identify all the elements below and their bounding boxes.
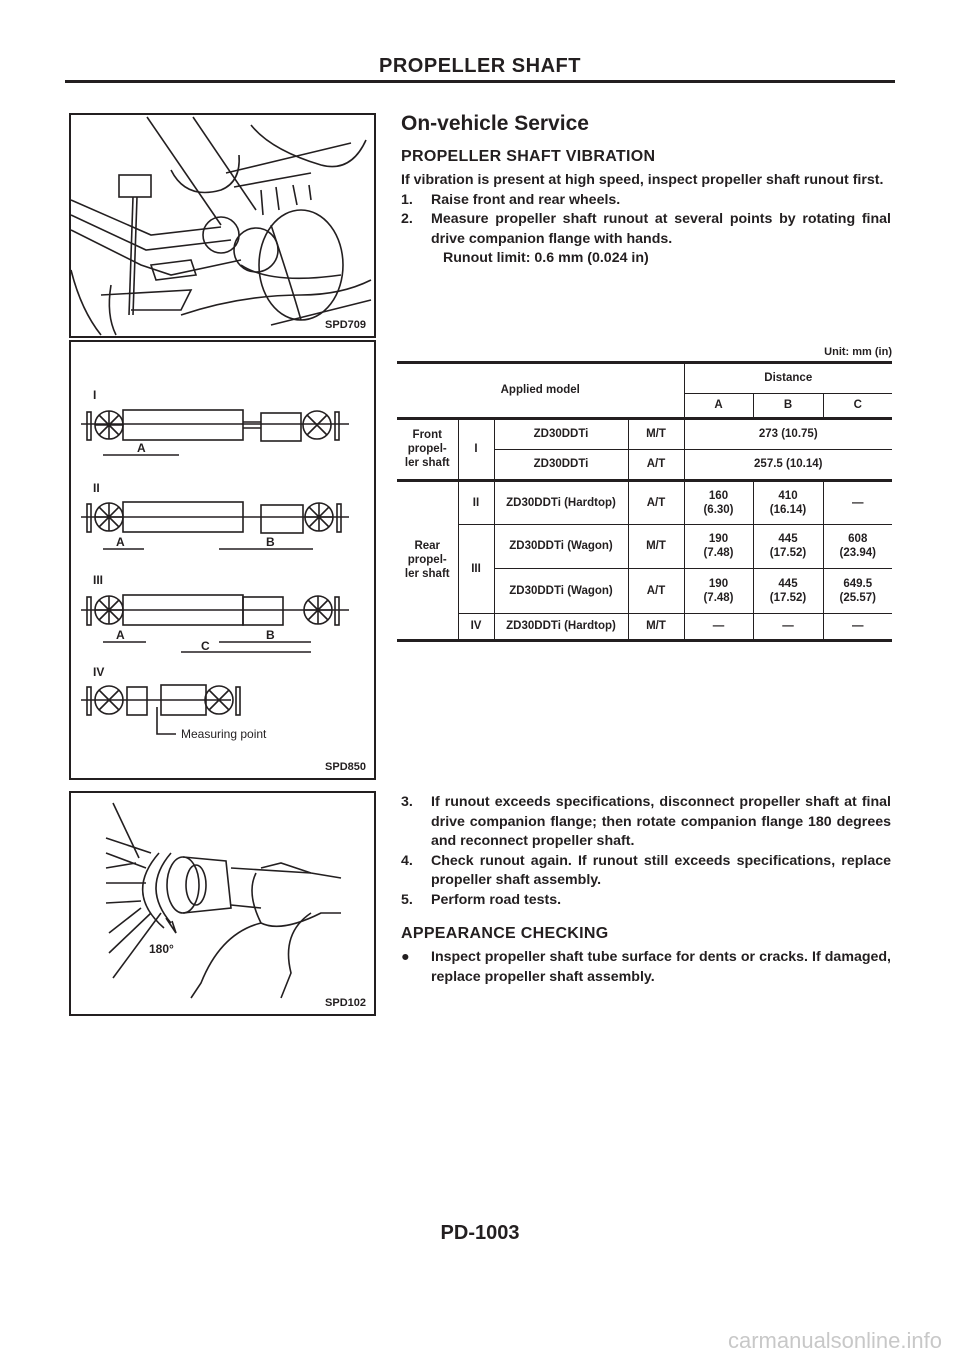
step-2: 2. Measure propeller shaft runout at several points by rotating final drive companion flange with hands.: [401, 211, 891, 247]
table-row: [397, 524, 892, 568]
intro-text: If vibration is present at high speed, inspect propeller shaft runout first.: [401, 172, 884, 188]
distance-c-cell: 649.5 (25.57): [823, 568, 892, 613]
front-shaft-label: Front propel- ler shaft: [397, 418, 458, 480]
distance-a-cell: 190 (7.48): [684, 524, 753, 568]
step-1: 1. Raise front and rear wheels.: [401, 191, 621, 208]
svg-text:C: C: [201, 639, 210, 653]
model-cell: ZD30DDTi (Wagon): [494, 568, 628, 613]
header-a: A: [684, 393, 753, 418]
header-b: B: [753, 393, 823, 418]
page-header-title: PROPELLER SHAFT: [379, 55, 581, 77]
figure-rotate-flange: [69, 791, 376, 1016]
subsection-title-appearance: APPEARANCE CHECKING: [401, 925, 609, 942]
svg-text:B: B: [266, 535, 275, 549]
distance-a-cell: —: [684, 613, 753, 640]
runout-limit-spec: Runout limit: 0.6 mm (0.024 in): [443, 250, 649, 266]
distance-b-cell: 445 (17.52): [753, 524, 823, 568]
trans-cell: M/T: [628, 418, 684, 449]
watermark-link[interactable]: carmanualsonline.info: [727, 1328, 942, 1353]
distance-b-cell: 410 (16.14): [753, 480, 823, 524]
distance-cell: 273 (10.75): [684, 418, 892, 449]
rotate-flange-illustration: [71, 793, 374, 1014]
table-row: [397, 480, 892, 524]
svg-text:III: III: [93, 573, 104, 587]
bullet-icon: ●: [401, 949, 410, 965]
trans-cell: M/T: [628, 613, 684, 640]
model-cell: ZD30DDTi (Hardtop): [494, 613, 628, 640]
distance-b-cell: 445 (17.52): [753, 568, 823, 613]
step-4: 4. Check runout again. If runout still exceeds specifications, replace propeller shaft assembly.: [401, 852, 891, 888]
distance-c-cell: 608 (23.94): [823, 524, 892, 568]
svg-text:180°: 180°: [149, 942, 174, 956]
distance-c-cell: —: [823, 613, 892, 640]
trans-cell: A/T: [628, 568, 684, 613]
model-cell: ZD30DDTi: [494, 449, 628, 480]
type-cell: II: [458, 480, 494, 524]
model-cell: ZD30DDTi (Wagon): [494, 524, 628, 568]
distance-cell: 257.5 (10.14): [684, 449, 892, 480]
type-cell: I: [458, 418, 494, 480]
trans-cell: M/T: [628, 524, 684, 568]
svg-text:B: B: [266, 628, 275, 642]
step-3: 3. If runout exceeds specifications, disconnect propeller shaft at final drive companion flange; then rotate companion flange 180 degrees and reconnect propeller shaft.: [401, 794, 891, 849]
distance-c-cell: —: [823, 480, 892, 524]
model-cell: ZD30DDTi (Hardtop): [494, 480, 628, 524]
header-c: C: [823, 393, 892, 418]
svg-text:A: A: [116, 535, 125, 549]
propeller-shaft-diagram: [71, 342, 374, 778]
svg-text:A: A: [137, 441, 146, 455]
table-row: [397, 418, 892, 449]
figure-label: SPD709: [325, 319, 366, 331]
appearance-bullet: ● Inspect propeller shaft tube surface for dents or cracks. If damaged, replace propeller shaft assembly.: [401, 949, 891, 985]
figure-label: SPD102: [325, 997, 366, 1009]
trans-cell: A/T: [628, 480, 684, 524]
dial-gauge-illustration: [71, 115, 374, 336]
header-applied-model: Applied model: [397, 363, 684, 418]
header-distance: Distance: [684, 363, 892, 393]
type-cell: III: [458, 524, 494, 613]
svg-text:I: I: [93, 388, 97, 402]
runout-distance-table: [397, 363, 892, 642]
table-row: [397, 613, 892, 640]
distance-a-cell: 190 (7.48): [684, 568, 753, 613]
model-cell: ZD30DDTi: [494, 418, 628, 449]
type-cell: IV: [458, 613, 494, 640]
unit-label: Unit: mm (in): [824, 346, 892, 358]
vibration-body: [401, 171, 891, 269]
steps-continued: [401, 793, 891, 910]
svg-text:Measuring point: Measuring point: [181, 727, 267, 741]
svg-text:II: II: [93, 481, 100, 495]
figure-runout-measurement: [69, 113, 376, 338]
header-divider: [65, 80, 895, 83]
subsection-title-vibration: PROPELLER SHAFT VIBRATION: [401, 148, 656, 165]
distance-a-cell: 160 (6.30): [684, 480, 753, 524]
step-5: 5. Perform road tests.: [401, 891, 562, 908]
trans-cell: A/T: [628, 449, 684, 480]
svg-text:IV: IV: [93, 665, 105, 679]
figure-label: SPD850: [325, 761, 366, 773]
figure-measuring-points: [69, 340, 376, 780]
rear-shaft-label: Rear propel- ler shaft: [397, 480, 458, 640]
page-number: PD-1003: [440, 1222, 520, 1244]
section-title: On-vehicle Service: [401, 112, 589, 135]
svg-text:A: A: [116, 628, 125, 642]
distance-b-cell: —: [753, 613, 823, 640]
